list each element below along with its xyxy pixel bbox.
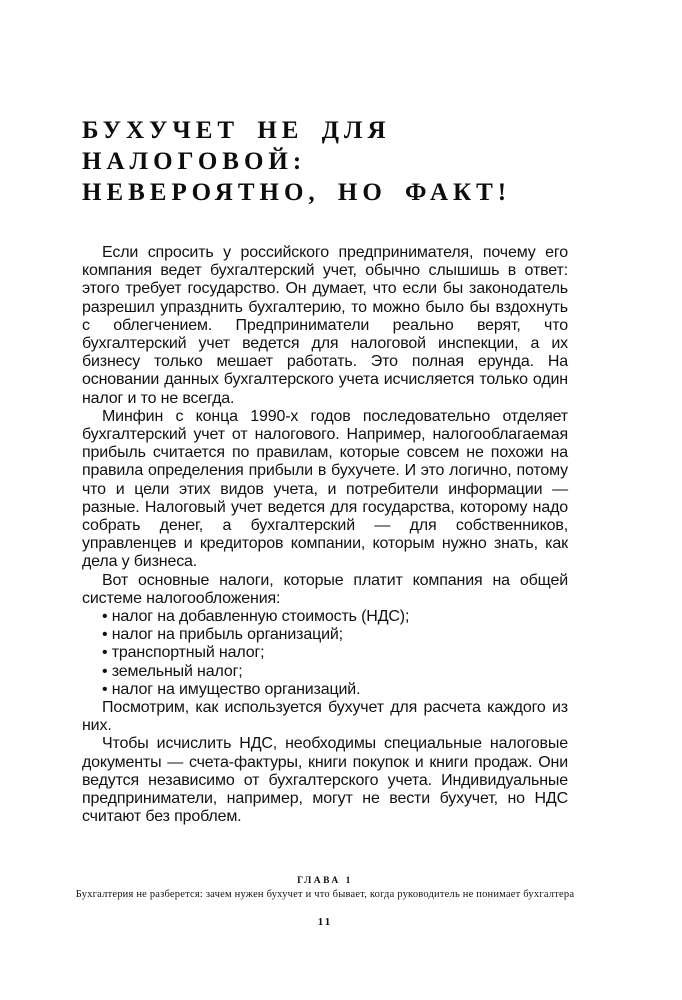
tax-list-item: • земельный налог; bbox=[102, 662, 243, 680]
paragraph: Если спросить у российского предпринимателя, почему его компания ведет бухгалтерский учет, обычно слышишь в ответ: этого требует государство. Он думает, что если бы законодатель разрешил упразднить бухгалтерию, то можно было бы вздохнуть с облегчением. Предприниматели реально верят, что бухгалтерский учет ведется для налоговой инспекции, а их бизнесу только мешает работать. Это полная ерунда. На основании данных бухгалтерского учета исчисляется только один налог и то не всегда. bbox=[82, 244, 568, 407]
paragraph: Посмотрим, как используется бухучет для расчета каждого из них. bbox=[82, 699, 568, 735]
page-content bbox=[82, 115, 568, 827]
tax-list-item: • налог на имущество организаций. bbox=[102, 680, 361, 698]
section-title bbox=[82, 115, 568, 208]
paragraph: Вот основные налоги, которые платит компания на общей системе налогообложения: bbox=[82, 571, 568, 607]
tax-list-item: • налог на добавленную стоимость (НДС); bbox=[102, 608, 410, 626]
tax-list-item: • транспортный налог; bbox=[102, 644, 265, 662]
footer-chapter-title: Бухгалтерия не разберется: зачем нужен бухучет и что бывает, когда руководитель не понимает бухгалтера bbox=[75, 889, 575, 900]
paragraph: Минфин с конца 1990-х годов последовательно отделяет бухгалтерский учет от налогового. Например, налогооблагаемая прибыль считается по правилам, которые совсем не похожи на правила определения прибыли в бухучете. И это логично, потому что и цели этих видов учета, и потребители информации — разные. Налоговый учет ведется для государства, которому надо собрать денег, а бухгалтерский — для собственников, управленцев и кредиторов компании, которым нужно знать, как дела у бизнеса. bbox=[82, 407, 568, 571]
page-number: 11 bbox=[317, 916, 333, 928]
body-text bbox=[82, 244, 568, 827]
section-title-line: НЕВЕРОЯТНО, НО ФАКТ! bbox=[82, 179, 512, 206]
tax-list bbox=[82, 608, 568, 699]
tax-list-item: • налог на прибыль организаций; bbox=[102, 626, 343, 644]
paragraph: Чтобы исчислить НДС, необходимы специальные налоговые документы — счета-фактуры, книги покупок и книги продаж. Они ведутся независимо от бухгалтерского учета. Индивидуальные предприниматели, например, могут не вести бухучет, но НДС считают без проблем. bbox=[82, 735, 568, 826]
section-title-line: БУХУЧЕТ НЕ ДЛЯ bbox=[82, 117, 391, 144]
footer-chapter-label: ГЛАВА 1 bbox=[297, 876, 353, 886]
section-title-line: НАЛОГОВОЙ: bbox=[82, 148, 307, 175]
